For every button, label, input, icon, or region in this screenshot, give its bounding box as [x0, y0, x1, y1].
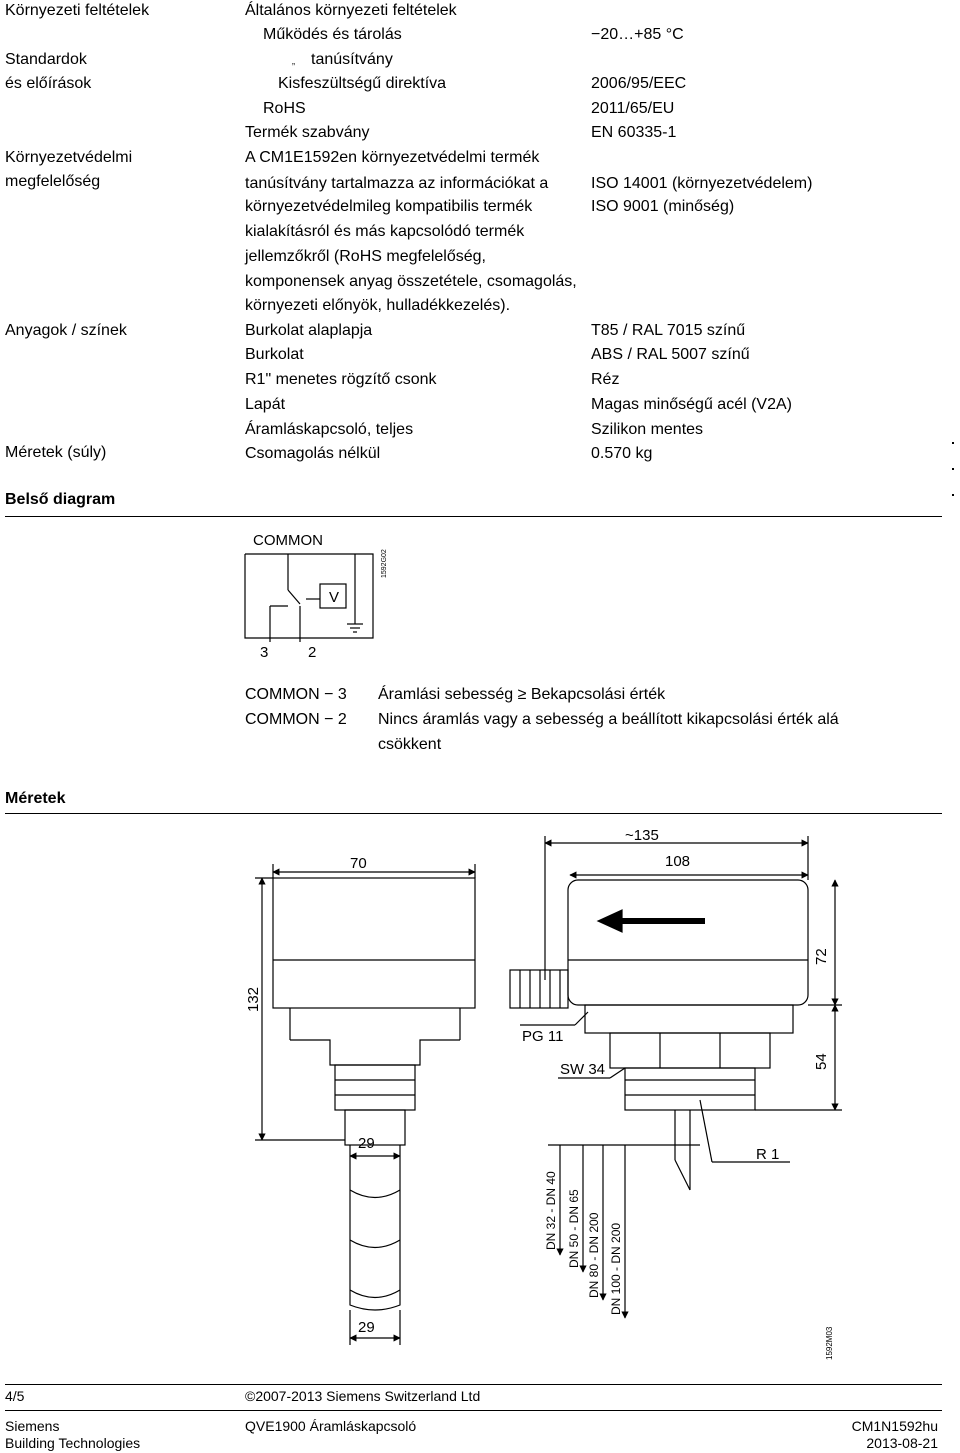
- company-line-1: Siemens: [5, 1418, 60, 1434]
- page-number: 4/5: [5, 1388, 25, 1404]
- internal-wiring-diagram: [0, 520, 420, 665]
- terminal-row-left: COMMON − 2: [245, 711, 347, 728]
- material-value: ABS / RAL 5007 színű: [591, 346, 750, 363]
- standards-label-1: Standardok: [5, 51, 87, 68]
- dimension-135: ~135: [625, 827, 659, 844]
- terminal-row-right: Nincs áramlás vagy a sebesség a beállított kikapcsolási érték alá: [378, 711, 839, 728]
- material-item: Burkolat: [245, 346, 304, 363]
- standards-label-2: és előírások: [5, 75, 92, 92]
- internal-diagram-heading: Belső diagram: [5, 491, 116, 508]
- material-item: R1" menetes rögzítő csonk: [245, 371, 437, 388]
- section-divider: [5, 516, 942, 517]
- terminal-row-right: Áramlási sebesség ≥ Bekapcsolási érték: [378, 686, 666, 703]
- eco-label-1: Környezetvédelmi: [5, 149, 133, 166]
- eco-text-line: A CM1E1592en környezetvédelmi termék: [245, 149, 540, 166]
- material-value: Magas minőségű acél (V2A): [591, 396, 792, 413]
- weight-label: Méretek (súly): [5, 444, 107, 461]
- dimensions-heading: Méretek: [5, 790, 66, 807]
- company-line-2: Building Technologies: [5, 1435, 141, 1451]
- terminal-row-left: COMMON − 3: [245, 686, 347, 703]
- dimension-132: 132: [245, 986, 262, 1012]
- iso-9001: ISO 9001 (minőség): [591, 198, 735, 215]
- rohs-value: 2011/65/EU: [591, 100, 675, 117]
- margin-dot: [952, 494, 954, 496]
- footer-divider: [5, 1384, 942, 1385]
- eco-label-2: megfelelőség: [5, 173, 101, 190]
- dimension-72: 72: [813, 948, 830, 965]
- dimension-29-top: 29: [358, 1135, 375, 1152]
- section-divider: [5, 813, 942, 814]
- mark-prefix: „: [292, 56, 295, 66]
- weight-item: Csomagolás nélkül: [245, 445, 381, 462]
- eco-text-line: környezetvédelmileg kompatibilis termék: [245, 198, 533, 215]
- dn-range-label: DN 80 - DN 200: [587, 1212, 601, 1298]
- footer-divider: [5, 1410, 942, 1411]
- dn-range-label: DN 100 - DN 200: [609, 1222, 623, 1315]
- eco-text-line: környezeti előnyök, hulladékkezelés).: [245, 297, 511, 314]
- dimension-29-bottom: 29: [358, 1319, 375, 1336]
- terminal-2-label: 2: [308, 644, 317, 661]
- dimension-70: 70: [350, 855, 367, 872]
- sw34-label: SW 34: [560, 1061, 606, 1078]
- lv-value: 2006/95/EEC: [591, 75, 687, 92]
- dimension-drawing: [230, 818, 850, 1370]
- lv-label: Kisfeszültségű direktíva: [278, 75, 447, 92]
- operation-value: −20…+85 °C: [591, 26, 684, 43]
- material-item: Burkolat alaplapja: [245, 322, 373, 339]
- document-title: QVE1900 Áramláskapcsoló: [245, 1418, 417, 1434]
- product-standard-value: EN 60335-1: [591, 124, 677, 141]
- certificate-label: tanúsítvány: [311, 51, 393, 68]
- dn-range-label: DN 32 - DN 40: [544, 1171, 558, 1250]
- iso-14001: ISO 14001 (környezetvédelem): [591, 175, 813, 192]
- material-value: Szilikon mentes: [591, 421, 704, 438]
- product-standard-label: Termék szabvány: [245, 124, 370, 141]
- operation-label: Működés és tárolás: [263, 26, 402, 43]
- copyright: ©2007-2013 Siemens Switzerland Ltd: [245, 1388, 481, 1404]
- common-terminal-label: COMMON: [253, 532, 323, 549]
- material-item: Áramláskapcsoló, teljes: [245, 421, 414, 438]
- eco-text-line: tanúsítvány tartalmazza az információkat a: [245, 175, 549, 192]
- v-symbol-label: V: [329, 589, 340, 606]
- material-value: T85 / RAL 7015 színű: [591, 322, 746, 339]
- drawing-code: 1592M03: [825, 1326, 834, 1360]
- margin-dot: [952, 468, 954, 470]
- weight-value: 0.570 kg: [591, 445, 653, 462]
- rohs-label: RoHS: [263, 100, 306, 117]
- material-value: Réz: [591, 371, 620, 388]
- eco-text-line: jellemzőkről (RoHS megfelelőség,: [245, 248, 486, 265]
- terminal-row-continuation: csökkent: [378, 736, 442, 753]
- margin-dot: [952, 442, 954, 444]
- env-general: Általános környezeti feltételek: [245, 2, 457, 19]
- dimension-54: 54: [813, 1053, 830, 1070]
- pg11-label: PG 11: [522, 1028, 564, 1045]
- terminal-3-label: 3: [260, 644, 269, 661]
- dn-range-label: DN 50 - DN 65: [567, 1189, 581, 1268]
- r1-label: R 1: [756, 1146, 780, 1163]
- dimension-108: 108: [665, 853, 691, 870]
- material-item: Lapát: [245, 396, 286, 413]
- diagram-code: 1592G02: [381, 549, 388, 578]
- env-label: Környezeti feltételek: [5, 2, 150, 19]
- materials-label: Anyagok / színek: [5, 322, 127, 339]
- document-date: 2013-08-21: [866, 1435, 938, 1451]
- eco-text-line: komponensek anyag összetétele, csomagolás,: [245, 273, 577, 290]
- document-code: CM1N1592hu: [851, 1418, 938, 1434]
- eco-text-line: kialakításról és más kapcsolódó termék: [245, 223, 525, 240]
